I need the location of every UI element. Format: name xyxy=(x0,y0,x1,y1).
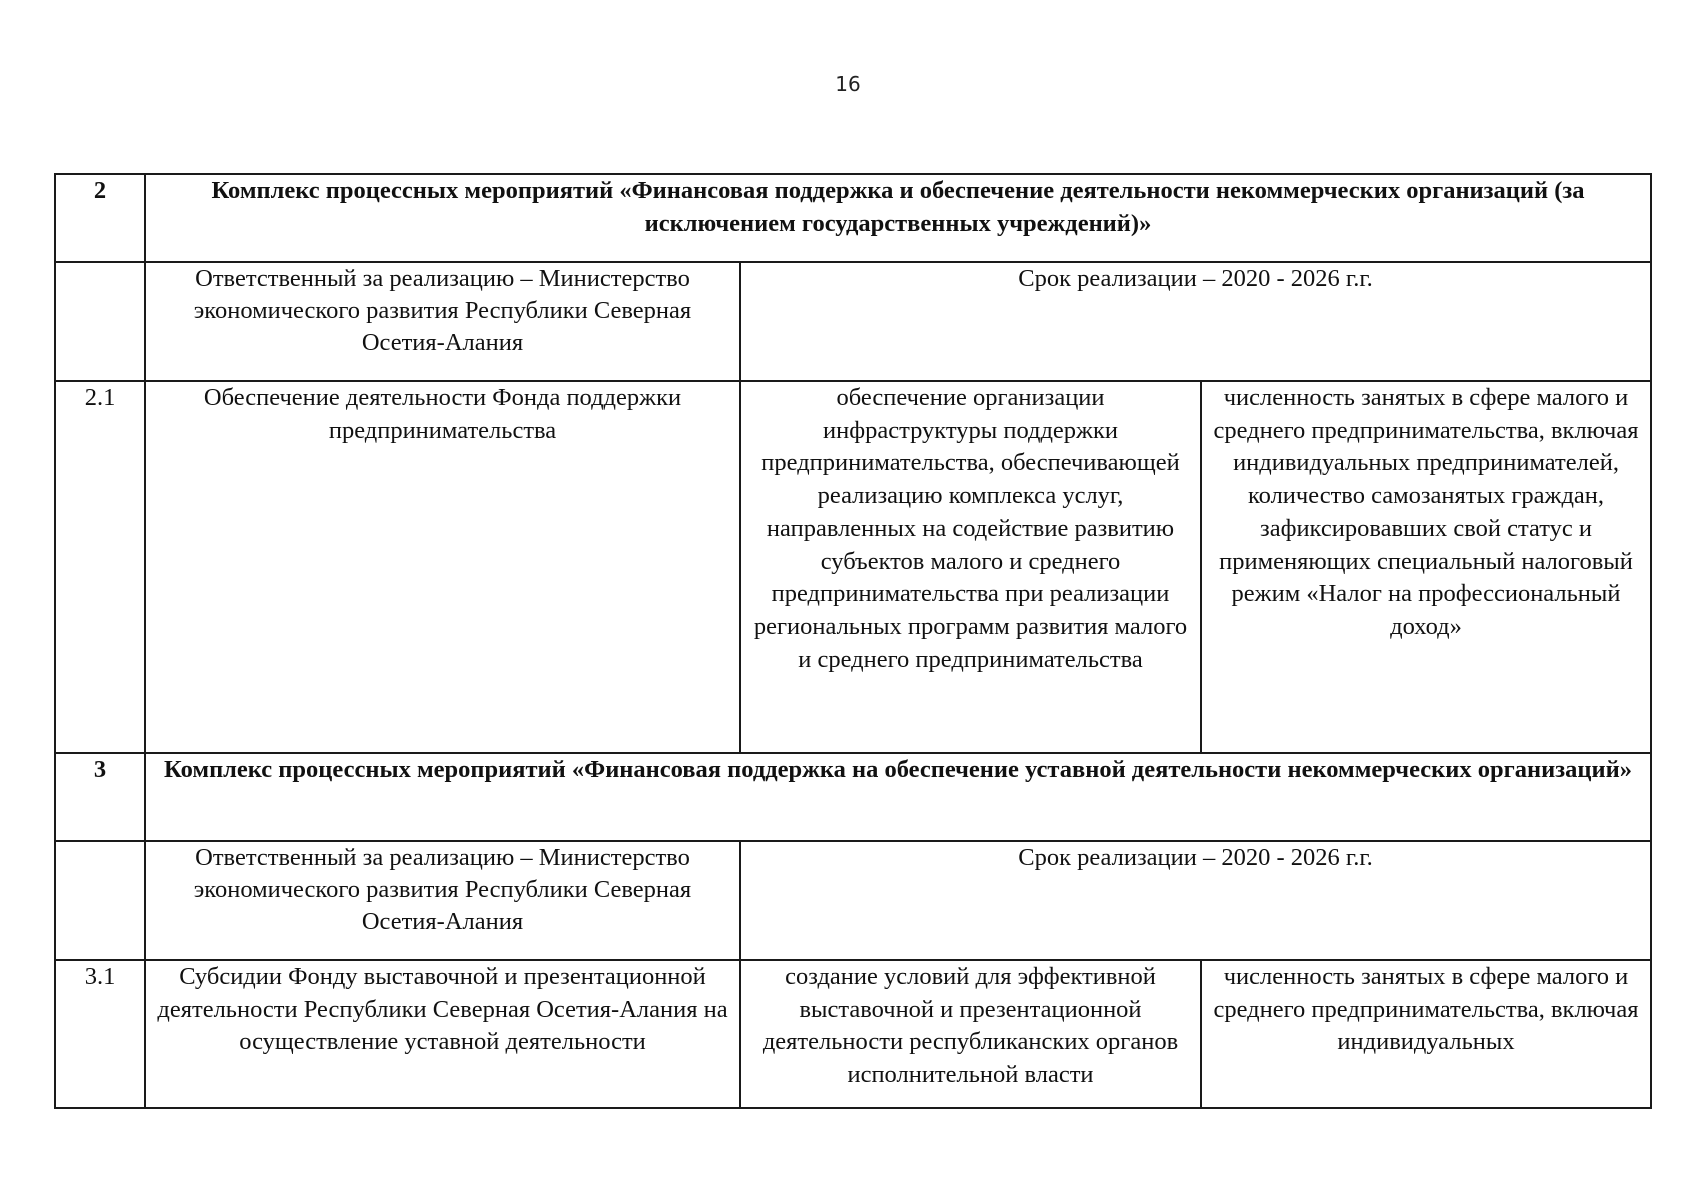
section-2-responsible: Ответственный за реализацию – Министерство экономического развития Республики Северная Осетия-Алания xyxy=(145,262,740,381)
item-3-1-row xyxy=(55,960,1651,1108)
measures-table xyxy=(54,173,1652,1109)
section-2-header-row xyxy=(55,174,1651,262)
section-2-responsible-row xyxy=(55,262,1651,381)
item-2-1-name: Обеспечение деятельности Фонда поддержки предпринимательства xyxy=(145,381,740,753)
section-2-term: Срок реализации – 2020 - 2026 г.г. xyxy=(740,262,1651,381)
item-3-1-number: 3.1 xyxy=(55,960,145,1108)
section-3-number: 3 xyxy=(55,753,145,841)
section-3-term: Срок реализации – 2020 - 2026 г.г. xyxy=(740,841,1651,960)
section-3-responsible-row xyxy=(55,841,1651,960)
item-3-1-indicator: численность занятых в сфере малого и среднего предпринимательства, включая индивидуальных xyxy=(1201,960,1651,1108)
section-3-responsible: Ответственный за реализацию – Министерство экономического развития Республики Северная Осетия-Алания xyxy=(145,841,740,960)
page-number: 16 xyxy=(835,72,861,96)
item-2-1-task: обеспечение организации инфраструктуры поддержки предпринимательства, обеспечивающей реализацию комплекса услуг, направленных на содействие развитию субъектов малого и среднего предпринимательства при реализации региональных программ развития малого и среднего предпринимательства xyxy=(740,381,1201,753)
empty-number-cell xyxy=(55,841,145,960)
section-2-number: 2 xyxy=(55,174,145,262)
item-3-1-name: Субсидии Фонду выставочной и презентационной деятельности Республики Северная Осетия-Алания на осуществление уставной деятельности xyxy=(145,960,740,1108)
item-2-1-indicator: численность занятых в сфере малого и среднего предпринимательства, включая индивидуальных предпринимателей, количество самозанятых граждан, зафиксировавших свой статус и применяющих специальный налоговый режим «Налог на профессиональный доход» xyxy=(1201,381,1651,753)
item-3-1-task: создание условий для эффективной выставочной и презентационной деятельности республиканских органов исполнительной власти xyxy=(740,960,1201,1108)
empty-number-cell xyxy=(55,262,145,381)
item-2-1-row xyxy=(55,381,1651,753)
section-3-header-row xyxy=(55,753,1651,841)
section-2-title: Комплекс процессных мероприятий «Финансовая поддержка и обеспечение деятельности некоммерческих организаций (за исключением государственных учреждений)» xyxy=(145,174,1651,262)
section-3-title: Комплекс процессных мероприятий «Финансовая поддержка на обеспечение уставной деятельности некоммерческих организаций» xyxy=(145,753,1651,841)
item-2-1-number: 2.1 xyxy=(55,381,145,753)
